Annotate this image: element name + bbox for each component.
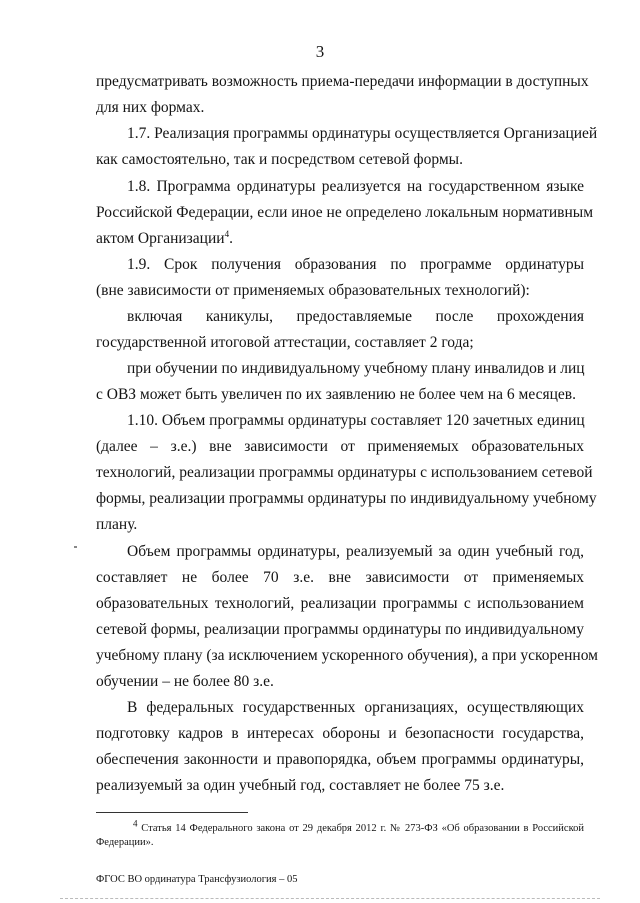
footnote-reference[interactable]: 4 bbox=[224, 228, 230, 239]
footnote-line bbox=[133, 818, 585, 836]
text-line: технологий, реализации программы ординатуры с использованием сетевой bbox=[96, 464, 593, 481]
text-line: государственной итоговой аттестации, составляет 2 года; bbox=[96, 334, 474, 351]
text-line: как самостоятельно, так и посредством сетевой формы. bbox=[96, 151, 463, 168]
scan-artifact bbox=[74, 546, 77, 548]
text-line: 1.8. Программа ординатуры реализуется на государственном языке bbox=[127, 178, 584, 195]
text-fragment: актом Организации bbox=[96, 230, 225, 247]
text-line: при обучении по индивидуальному учебному плану инвалидов и лиц bbox=[127, 360, 585, 377]
text-line: 1.10. Объем программы ординатуры составляет 120 зачетных единиц bbox=[127, 412, 585, 429]
footnote-text: Статья 14 Федерального закона от 29 декабря 2012 г. № 273-ФЗ «Об образовании в Российской bbox=[141, 823, 585, 834]
text-line: (вне зависимости от применяемых образовательных технологий): bbox=[96, 282, 530, 299]
text-line: В федеральных государственных организациях, осуществляющих bbox=[127, 699, 584, 716]
text-line: 1.7. Реализация программы ординатуры осуществляется Организацией bbox=[127, 125, 598, 142]
footnote-line: Федерации». bbox=[96, 837, 154, 848]
document-footer: ФГОС ВО ординатура Трансфузиология – 05 bbox=[96, 874, 298, 885]
text-line: (далее – з.е.) вне зависимости от применяемых образовательных bbox=[96, 438, 584, 455]
text-line: учебному плану (за исключением ускоренного обучения), а при ускоренном bbox=[96, 647, 598, 664]
text-line: обучении – не более 80 з.е. bbox=[96, 673, 274, 690]
text-line: Российской Федерации, если иное не определено локальным нормативным bbox=[96, 204, 594, 221]
text-line-with-footnote: актом Организации$^4$. bbox=[96, 228, 233, 247]
text-line: плану. bbox=[96, 516, 138, 533]
text-line: реализуемый за один учебный год, составляет не более 75 з.е. bbox=[96, 777, 505, 794]
text-line: обеспечения законности и правопорядка, объем программы ординатуры, bbox=[96, 751, 584, 768]
page-number: 3 bbox=[315, 42, 325, 61]
text-line: образовательных технологий, реализации программы с использованием bbox=[96, 595, 584, 612]
text-line: включая каникулы, предоставляемые после прохождения bbox=[127, 308, 584, 325]
text-line: с ОВЗ может быть увеличен по их заявлению не более чем на 6 месяцев. bbox=[96, 386, 576, 403]
footnote-separator bbox=[96, 812, 248, 813]
text-line: предусматривать возможность приема-передачи информации в доступных bbox=[96, 73, 589, 90]
text-line: для них формах. bbox=[96, 99, 205, 116]
page-edge bbox=[60, 898, 600, 899]
text-line: Объем программы ординатуры, реализуемый за один учебный год, bbox=[127, 543, 584, 560]
text-line: составляет не более 70 з.е. вне зависимости от применяемых bbox=[96, 569, 584, 586]
text-line: подготовку кадров в интересах обороны и безопасности государства, bbox=[96, 725, 584, 742]
footnote-marker: 4 bbox=[133, 818, 138, 829]
text-line: формы, реализации программы ординатуры по индивидуальному учебному bbox=[96, 490, 597, 507]
text-line: сетевой формы, реализации программы ординатуры по индивидуальному bbox=[96, 621, 584, 638]
text-line: 1.9. Срок получения образования по программе ординатуры bbox=[127, 256, 584, 273]
